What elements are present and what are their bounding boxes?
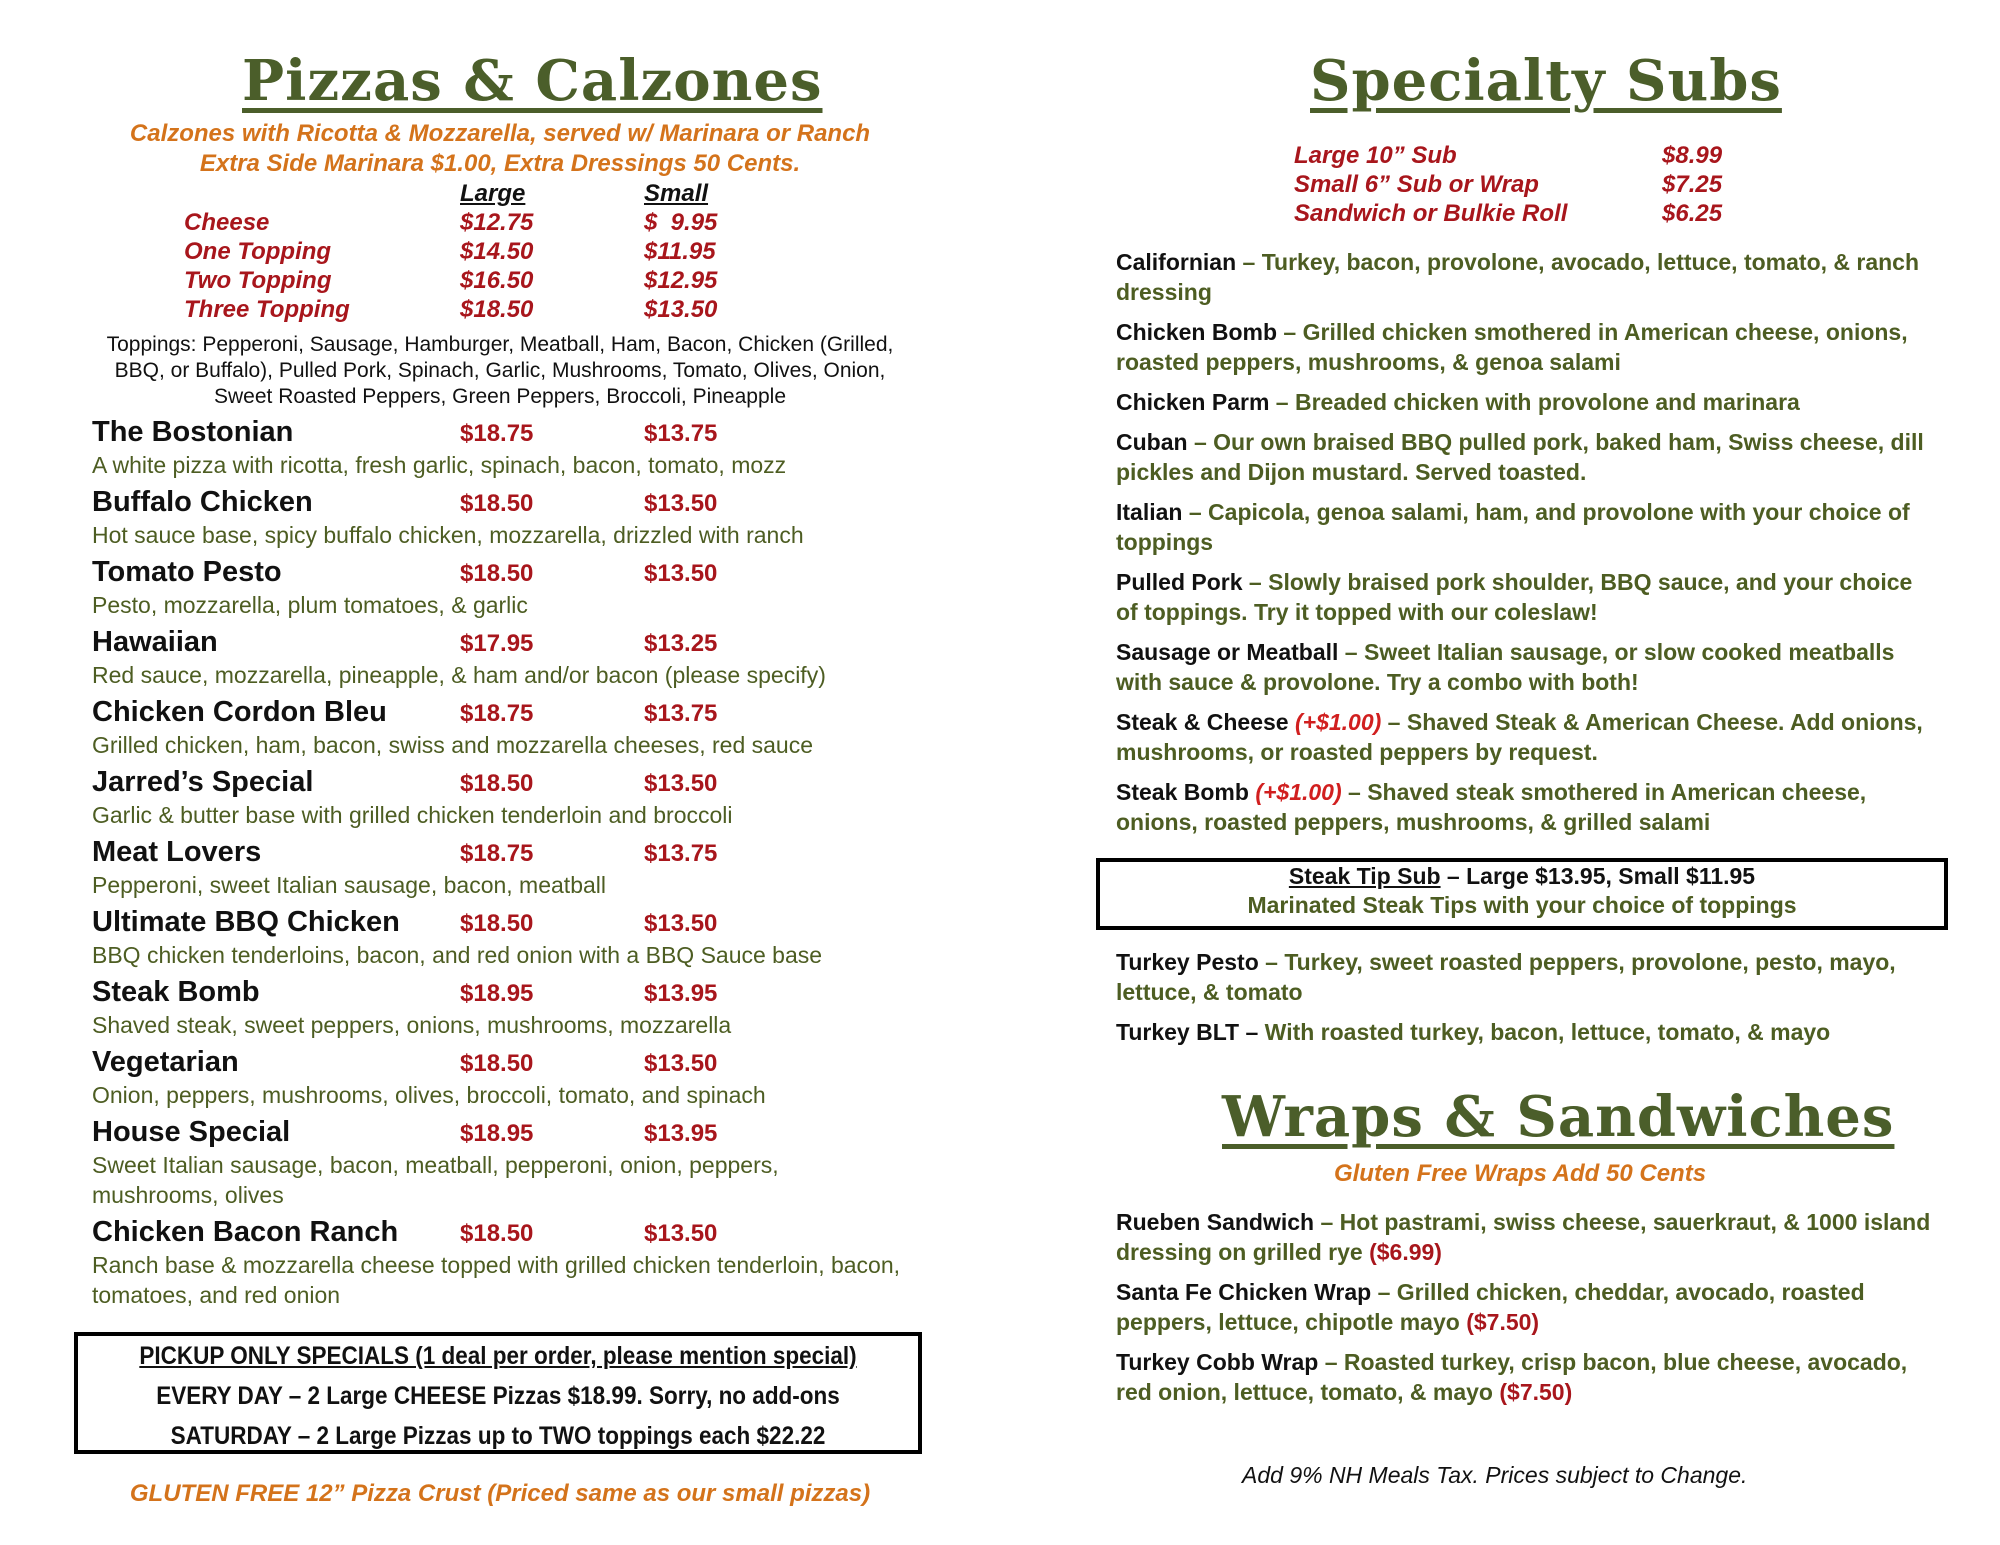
sub-item — [1116, 317, 1936, 377]
pizza-small-price: $13.50 — [644, 910, 718, 937]
base-large: $16.50 — [460, 267, 534, 294]
pizza-large-price: $18.50 — [460, 490, 534, 517]
sub-description: – Shaved Steak & American Cheese. Add onions, mushrooms, or roasted peppers by request. — [1116, 709, 1923, 765]
extras-note: Extra Side Marinara $1.00, Extra Dressings 50 Cents. — [199, 150, 801, 177]
pizza-large-price: $18.50 — [460, 770, 534, 797]
base-small: $ 9.95 — [644, 209, 718, 236]
gluten-free-note: GLUTEN FREE 12” Pizza Crust (Priced same as our small pizzas) — [129, 1480, 871, 1507]
base-small: $13.50 — [644, 296, 718, 323]
sub-name: Chicken Bomb — [1116, 319, 1278, 345]
pizza-description: BBQ chicken tenderloins, bacon, and red onion with a BBQ Sauce base — [92, 942, 823, 968]
wrap-price: ($6.99) — [1369, 1239, 1442, 1265]
pizza-name: House Special — [92, 1116, 291, 1148]
pizza-large-price: $17.95 — [460, 630, 534, 657]
pizza-large-price: $18.50 — [460, 1220, 534, 1247]
base-name: Three Topping — [184, 296, 350, 323]
wrap-description: – Roasted turkey, crisp bacon, blue cheese, avocado, red onion, lettuce, tomato, & mayo — [1116, 1349, 1908, 1405]
pizza-large-price: $18.50 — [460, 560, 534, 587]
specials-everyday: EVERY DAY – 2 Large CHEESE Pizzas $18.99. Sorry, no add-ons — [156, 1382, 840, 1410]
pizza-small-price: $13.25 — [644, 630, 718, 657]
pizza-name: Jarred’s Special — [92, 766, 314, 798]
base-large: $14.50 — [460, 238, 534, 265]
base-price-row — [0, 238, 980, 267]
subs-title: Specialty Subs — [1310, 48, 1782, 114]
size-price: $7.25 — [1662, 171, 1723, 198]
steak-tip-description: Marinated Steak Tips with your choice of toppings — [1247, 892, 1797, 918]
sub-description: – Turkey, bacon, provolone, avocado, lettuce, tomato, & ranch dressing — [1116, 249, 1920, 305]
sub-name: Cuban — [1116, 429, 1188, 455]
pizza-description: Pesto, mozzarella, plum tomatoes, & garlic — [92, 592, 528, 618]
pizza-large-price: $18.50 — [460, 910, 534, 937]
sub-item — [1116, 777, 1936, 837]
wraps-title: Wraps & Sandwiches — [1222, 1084, 1895, 1150]
base-name: One Topping — [184, 238, 332, 265]
pizza-name: The Bostonian — [92, 416, 294, 448]
pizza-small-price: $13.50 — [644, 1050, 718, 1077]
toppings-list: Toppings: Pepperoni, Sausage, Hamburger, Meatball, Ham, Bacon, Chicken (Grilled, BBQ, or Buffalo), Pulled Pork, Spinach, Garlic, Mushrooms, Tomato, Olives, Onion, Sweet Roasted Peppers, Green Peppers, Broccoli, Pineapple — [106, 333, 894, 408]
wrap-item — [1116, 1347, 1936, 1407]
sub-description: With roasted turkey, bacon, lettuce, tomato, & mayo — [1258, 1019, 1831, 1045]
sub-description: – Grilled chicken smothered in American cheese, onions, roasted peppers, mushrooms, & genoa salami — [1116, 319, 1908, 375]
specials-saturday: SATURDAY – 2 Large Pizzas up to TWO toppings each $22.22 — [170, 1422, 826, 1450]
wrap-description: – Grilled chicken, cheddar, avocado, roasted peppers, lettuce, chipotle mayo — [1116, 1279, 1865, 1335]
size-label: Sandwich or Bulkie Roll — [1294, 200, 1568, 227]
base-small: $11.95 — [644, 238, 716, 265]
sub-name: Steak Bomb — [1116, 779, 1249, 805]
base-small: $12.95 — [644, 267, 718, 294]
sub-name: Pulled Pork — [1116, 569, 1243, 595]
col-small-header: Small — [644, 180, 709, 207]
sub-name: Italian — [1116, 499, 1183, 525]
size-label: Small 6” Sub or Wrap — [1294, 171, 1539, 198]
pizza-description: Red sauce, mozzarella, pineapple, & ham and/or bacon (please specify) — [92, 662, 826, 688]
tax-footnote: Add 9% NH Meals Tax. Prices subject to Change. — [1242, 1462, 1748, 1488]
pizza-large-price: $18.75 — [460, 420, 534, 447]
pizza-large-price: $18.95 — [460, 1120, 534, 1147]
sub-item — [1116, 947, 1936, 1007]
sub-description: – Turkey, sweet roasted peppers, provolone, pesto, mayo, lettuce, & tomato — [1116, 949, 1896, 1005]
wrap-price: ($7.50) — [1466, 1309, 1540, 1335]
sub-description: – Slowly braised pork shoulder, BBQ sauce, and your choice of toppings. Try it topped with our coleslaw! — [1116, 569, 1913, 625]
pizzas-title: Pizzas & Calzones — [242, 48, 823, 114]
sub-item — [1116, 567, 1936, 627]
base-large: $18.50 — [460, 296, 534, 323]
base-price-row — [0, 209, 980, 238]
sub-name: Californian — [1116, 249, 1237, 275]
pizza-small-price: $13.95 — [644, 1120, 718, 1147]
sub-upcharge: (+$1.00) — [1248, 779, 1342, 805]
pizza-name: Vegetarian — [92, 1046, 239, 1078]
pizza-small-price: $13.75 — [644, 840, 718, 867]
sub-description: – Sweet Italian sausage, or slow cooked meatballs with sauce & provolone. Try a combo with both! — [1116, 639, 1895, 695]
base-large: $12.75 — [460, 209, 534, 236]
sub-item — [1116, 637, 1936, 697]
specials-heading: PICKUP ONLY SPECIALS (1 deal per order, please mention special) — [139, 1342, 857, 1370]
sub-name: Turkey BLT – — [1116, 1019, 1259, 1045]
steak-tip-prices: – Large $13.95, Small $11.95 — [1440, 863, 1756, 889]
sub-item — [1116, 707, 1936, 767]
pizza-large-price: $18.75 — [460, 840, 534, 867]
pizza-description: A white pizza with ricotta, fresh garlic, spinach, bacon, tomato, mozz — [92, 452, 787, 478]
size-price: $6.25 — [1662, 200, 1723, 227]
pickup-specials-box — [74, 1332, 922, 1454]
sub-name: Chicken Parm — [1116, 389, 1270, 415]
base-price-row — [0, 296, 980, 325]
sub-description: – Our own braised BBQ pulled pork, baked ham, Swiss cheese, dill pickles and Dijon mustard. Served toasted. — [1116, 429, 1924, 485]
pizza-small-price: $13.95 — [644, 980, 718, 1007]
sub-item — [1116, 1017, 1936, 1047]
wrap-price: ($7.50) — [1499, 1379, 1573, 1405]
sub-name: Turkey Pesto — [1116, 949, 1259, 975]
pizza-description: Hot sauce base, spicy buffalo chicken, mozzarella, drizzled with ranch — [92, 522, 804, 548]
pizza-description: Garlic & butter base with grilled chicken tenderloin and broccoli — [92, 802, 733, 828]
pizza-small-price: $13.75 — [644, 420, 718, 447]
wrap-item — [1116, 1207, 1936, 1267]
base-name: Cheese — [184, 209, 270, 236]
wrap-name: Santa Fe Chicken Wrap — [1116, 1279, 1372, 1305]
pizza-large-price: $18.95 — [460, 980, 534, 1007]
sub-description: – Breaded chicken with provolone and marinara — [1269, 389, 1800, 415]
sub-description: – Shaved steak smothered in American cheese, onions, roasted peppers, mushrooms, & grilled salami — [1116, 779, 1867, 835]
pizza-description: Ranch base & mozzarella cheese topped with grilled chicken tenderloin, bacon, tomatoes, and red onion — [92, 1252, 901, 1308]
pizza-name: Hawaiian — [92, 626, 218, 658]
steak-tip-box — [1096, 858, 1948, 930]
calzone-note: Calzones with Ricotta & Mozzarella, served w/ Marinara or Ranch — [129, 120, 871, 147]
pizza-description: Grilled chicken, ham, bacon, swiss and mozzarella cheeses, red sauce — [92, 732, 814, 758]
pizza-name: Ultimate BBQ Chicken — [92, 906, 400, 938]
sub-item — [1116, 427, 1936, 487]
pizza-small-price: $13.75 — [644, 700, 718, 727]
base-name: Two Topping — [184, 267, 332, 294]
wrap-description: – Hot pastrami, swiss cheese, sauerkraut, & 1000 island dressing on grilled rye — [1116, 1209, 1931, 1265]
wraps-gluten-note: Gluten Free Wraps Add 50 Cents — [1333, 1160, 1707, 1187]
sub-name: Sausage or Meatball — [1116, 639, 1339, 665]
steak-tip-name: Steak Tip Sub — [1288, 863, 1441, 889]
pizza-name: Meat Lovers — [92, 836, 262, 868]
pizza-name: Chicken Cordon Bleu — [92, 696, 387, 728]
pizza-description: Onion, peppers, mushrooms, olives, broccoli, tomato, and spinach — [92, 1082, 766, 1108]
col-large-header: Large — [460, 180, 526, 207]
sub-name: Steak & Cheese — [1116, 709, 1289, 735]
sub-item — [1116, 497, 1936, 557]
pizza-small-price: $13.50 — [644, 1220, 718, 1247]
pizza-description: Sweet Italian sausage, bacon, meatball, pepperoni, onion, peppers, mushrooms, olives — [92, 1152, 779, 1208]
wrap-name: Turkey Cobb Wrap — [1116, 1349, 1319, 1375]
sub-item — [1116, 247, 1936, 307]
pizza-small-price: $13.50 — [644, 490, 718, 517]
base-price-row — [0, 267, 980, 296]
pizza-large-price: $18.75 — [460, 700, 534, 727]
pizza-small-price: $13.50 — [644, 560, 718, 587]
pizza-large-price: $18.50 — [460, 1050, 534, 1077]
pizza-small-price: $13.50 — [644, 770, 718, 797]
sub-description: – Capicola, genoa salami, ham, and provolone with your choice of toppings — [1116, 499, 1910, 555]
pizza-name: Buffalo Chicken — [92, 486, 313, 518]
pizza-name: Tomato Pesto — [92, 556, 282, 588]
size-price: $8.99 — [1662, 142, 1723, 169]
wrap-item — [1116, 1277, 1936, 1337]
sub-upcharge: (+$1.00) — [1288, 709, 1382, 735]
sub-item — [1116, 387, 1936, 417]
pizza-description: Pepperoni, sweet Italian sausage, bacon, meatball — [92, 872, 606, 898]
steak-tip-line — [1100, 862, 1944, 891]
size-label: Large 10” Sub — [1294, 142, 1457, 169]
wrap-name: Rueben Sandwich — [1116, 1209, 1315, 1235]
pizza-name: Steak Bomb — [92, 976, 260, 1008]
pizza-description: Shaved steak, sweet peppers, onions, mushrooms, mozzarella — [92, 1012, 732, 1038]
pizza-name: Chicken Bacon Ranch — [92, 1216, 399, 1248]
